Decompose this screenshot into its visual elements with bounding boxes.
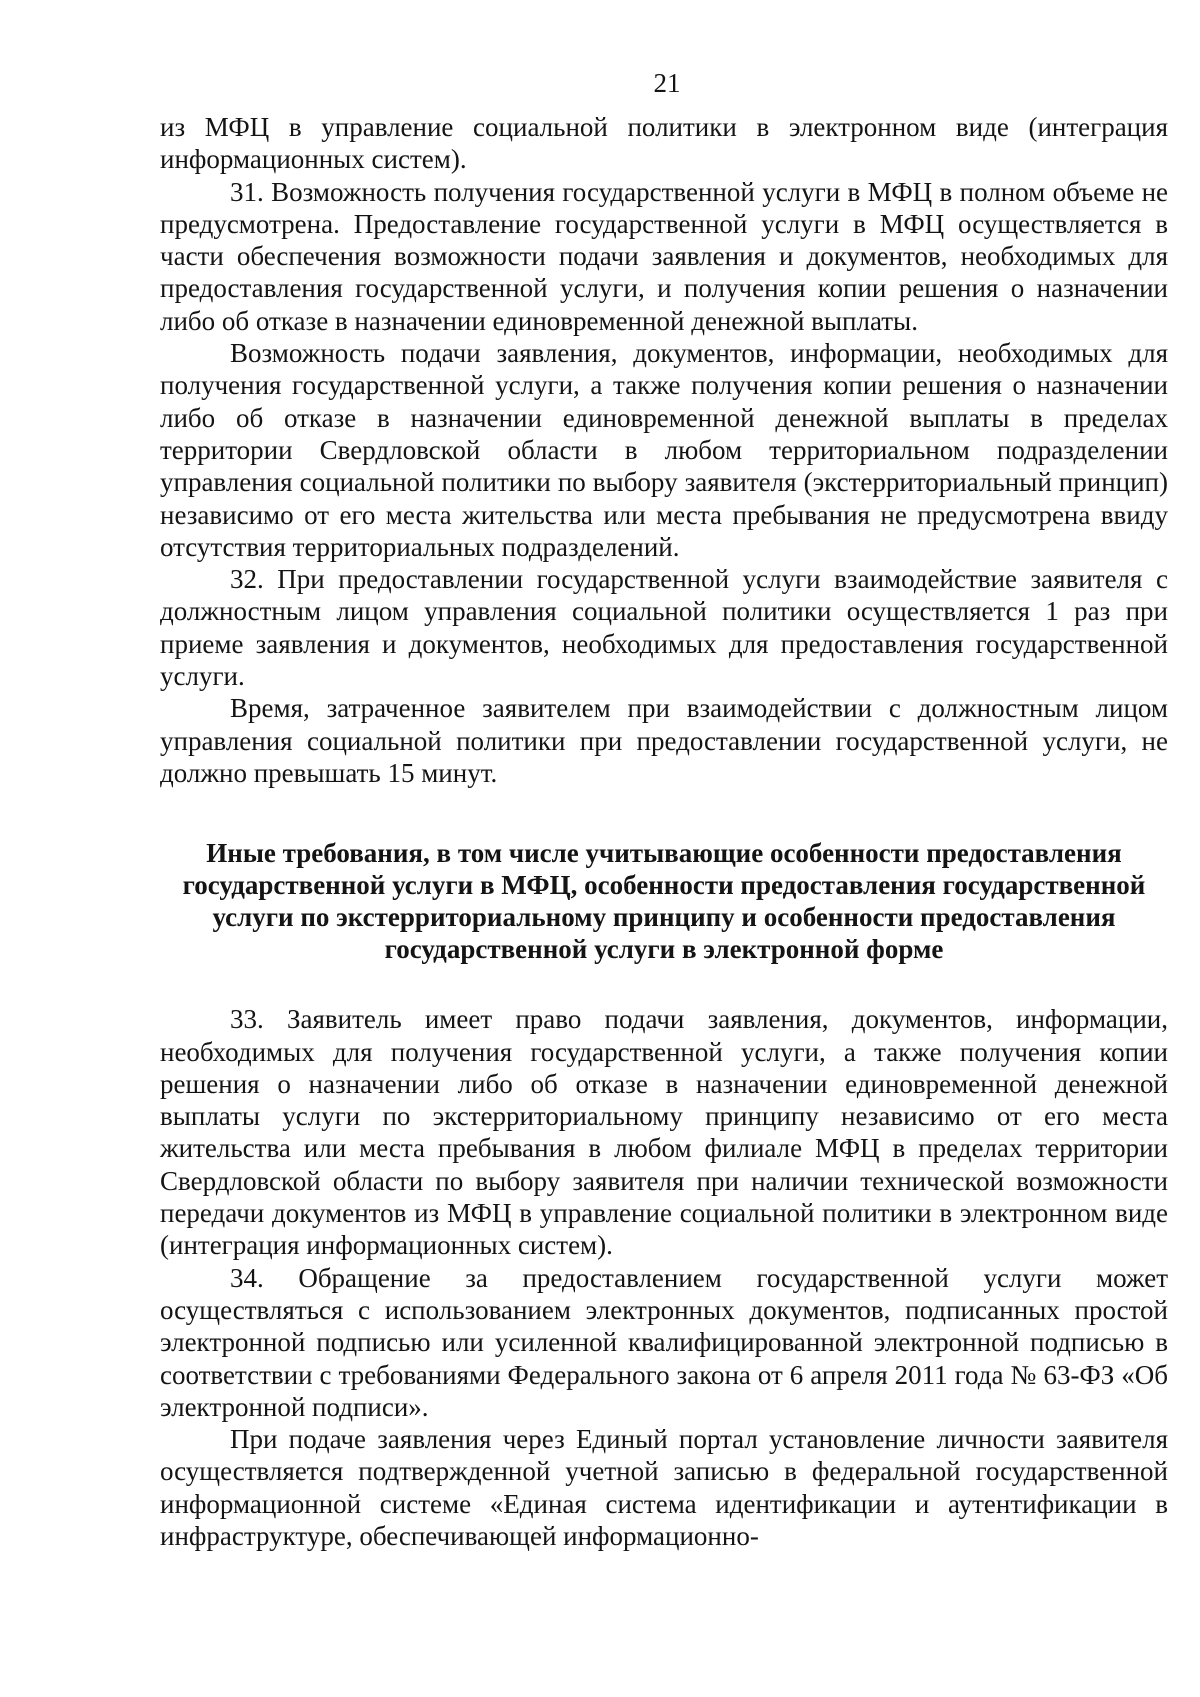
document-body [160,111,1168,1552]
paragraph-continuation: из МФЦ в управление социальной политики в электронном виде (интеграция информационных систем). [160,112,1168,175]
paragraph-33: 33. Заявитель имеет право подачи заявления, документов, информации, необходимых для получения государственной услуги, а также получения копии решения о назначении либо об отказе в назначении единовременной денежной выплаты услуги по экстерриториальному принципу независимо от его места жительства или места пребывания в любом филиале МФЦ в пределах территории Свердловской области по выбору заявителя при наличии технической возможности передачи документов из МФЦ в управление социальной политики в электронном виде (интеграция информационных систем). [160,1004,1168,1261]
paragraph-31: 31. Возможность получения государственной услуги в МФЦ в полном объеме не предусмотрена. Предоставление государственной услуги в МФЦ осуществляется в части обеспечения возможности подачи заявления и документов, необходимых для предоставления государственной услуги, и получения копии решения о назначении либо об отказе в назначении единовременной денежной выплаты. [160,176,1168,336]
paragraph-32: 32. При предоставлении государственной услуги взаимодействие заявителя с должностным лицом управления социальной политики осуществляется 1 раз при приеме заявления и документов, необходимых для предоставления государственной услуги. [160,564,1168,692]
paragraph-34-identification: При подаче заявления через Единый портал установление личности заявителя осуществляется подтвержденной учетной записью в федеральной государственной информационной системе «Единая система идентификации и аутентификации в инфраструктуре, обеспечивающей информационно- [160,1424,1168,1551]
paragraph-34: 34. Обращение за предоставлением государственной услуги может осуществляться с использованием электронных документов, подписанных простой электронной подписью или усиленной квалифицированной электронной подписью в соответствии с требованиями Федерального закона от 6 апреля 2011 года № 63-ФЗ «Об электронной подписи». [160,1262,1168,1422]
section-heading: Иные требования, в том числе учитывающие особенности предоставления государственной услуги в МФЦ, особенности предоставления государственной услуги по экстерриториальному принципу и особенности предоставления государственной услуги в электронной форме [182,838,1146,965]
paragraph-32-time-limit: Время, затраченное заявителем при взаимодействии с должностным лицом управления социальной политики при предоставлении государственной услуги, не должно превышать 15 минут. [160,693,1168,788]
paragraph-31-extraterritorial: Возможность подачи заявления, документов, информации, необходимых для получения государственной услуги, а также получения копии решения о назначении либо об отказе в назначении единовременной денежной выплаты в пределах территории Свердловской области в любом территориальном подразделении управления социальной политики по выбору заявителя (экстерриториальный принцип) независимо от его места жительства или места пребывания не предусмотрена ввиду отсутствия территориальных подразделений. [160,338,1168,562]
page-number: 21 [653,68,681,98]
